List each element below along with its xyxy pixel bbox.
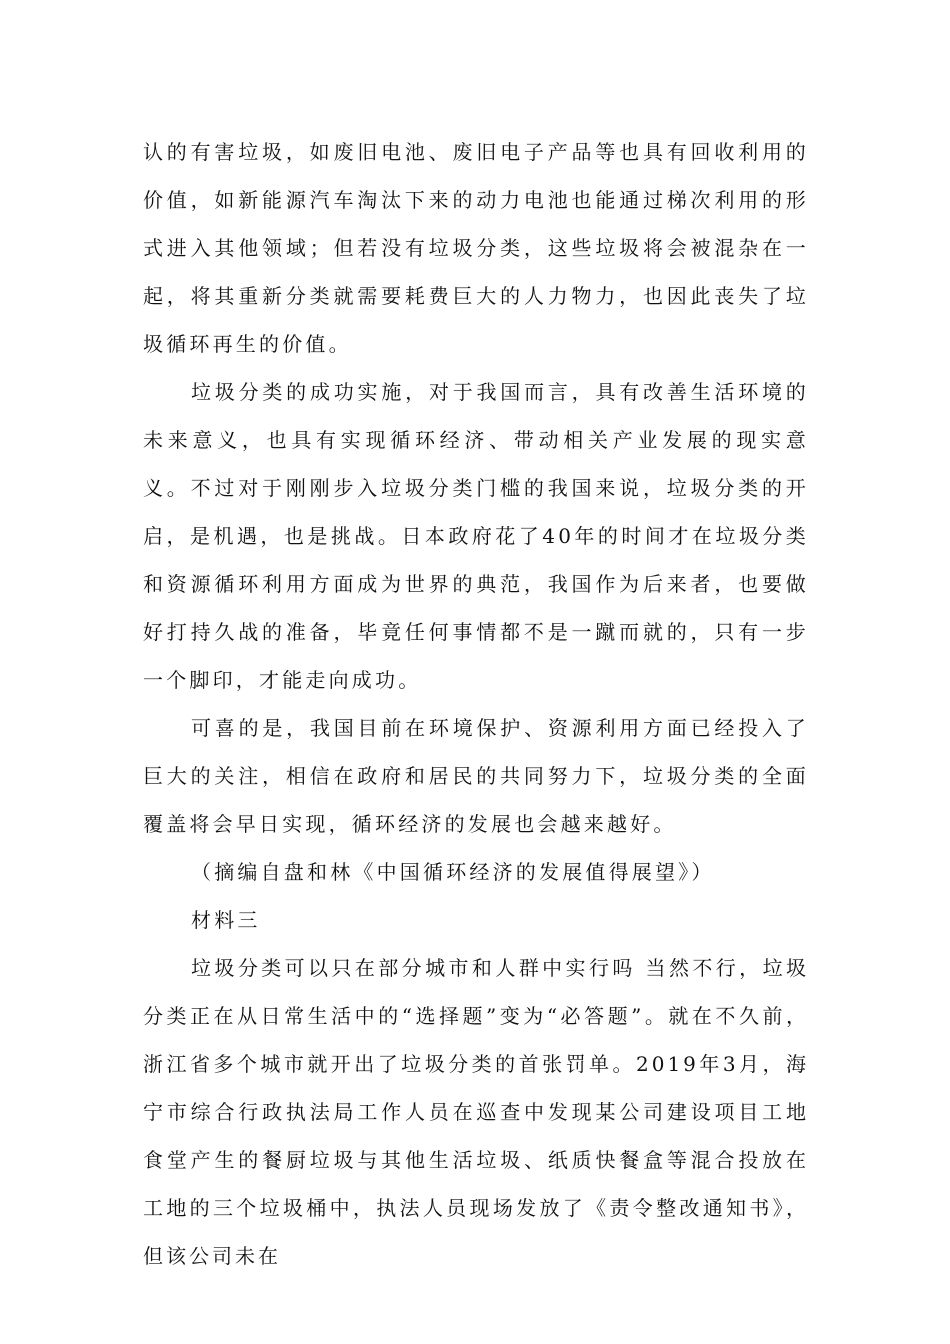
paragraph-outlook: 可喜的是，我国目前在环境保护、资源利用方面已经投入了巨大的关注，相信在政府和居民的共同努力下，垃圾分类的全面覆盖将会早日实现，循环经济的发展也会越来越好。 [143,716,809,836]
document-body [143,128,809,1280]
paragraph-significance: 垃圾分类的成功实施，对于我国而言，具有改善生活环境的未来意义，也具有实现循环经济、带动相关产业发展的现实意义。不过对于刚刚步入垃圾分类门槛的我国来说，垃圾分类的开启，是机遇，也是挑战。日本政府花了40年的时间才在垃圾分类和资源循环利用方面成为世界的典范，我国作为后来者，也要做好打持久战的准备，毕竟任何事情都不是一蹴而就的，只有一步一个脚印，才能走向成功。 [143,380,809,692]
source-citation: （摘编自盘和林《中国循环经济的发展值得展望》） [191,860,715,884]
paragraph-material-three: 垃圾分类可以只在部分城市和人群中实行吗 当然不行，垃圾分类正在从日常生活中的“选择题”变为“必答题”。就在不久前，浙江省多个城市就开出了垃圾分类的首张罚单。2019年3月，海宁市综合行政执法局工作人员在巡查中发现某公司建设项目工地食堂产生的餐厨垃圾与其他生活垃圾、纸质快餐盒等混合投放在工地的三个垃圾桶中，执法人员现场发放了《责令整改通知书》，但该公司未在 [143,956,809,1268]
paragraph-continuation: 认的有害垃圾，如废旧电池、废旧电子产品等也具有回收利用的价值，如新能源汽车淘汰下来的动力电池也能通过梯次利用的形式进入其他领域；但若没有垃圾分类，这些垃圾将会被混杂在一起，将其重新分类就需要耗费巨大的人力物力，也因此丧失了垃圾循环再生的价值。 [143,140,809,356]
section-heading-material-three: 材料三 [191,908,261,932]
